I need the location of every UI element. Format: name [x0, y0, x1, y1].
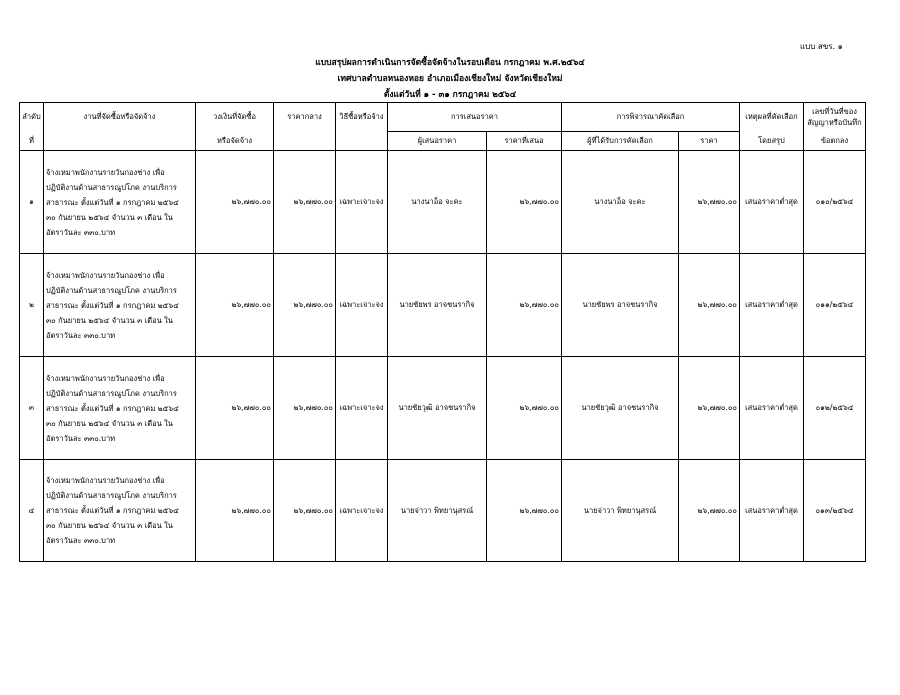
description-line: อัตราวันละ ๓๓๐.บาท — [46, 227, 116, 237]
row-contract: ๐๑๐/๒๕๖๔ — [804, 151, 866, 254]
row-reason: เสนอราคาต่ำสุด — [740, 357, 804, 460]
table-row — [20, 254, 866, 357]
row-select-name: นางนาอ็อ จะคะ — [562, 151, 679, 254]
row-method: เฉพาะเจาะจง — [336, 357, 388, 460]
row-budget: ๒๖,๗๗๐.๐๐ — [196, 254, 274, 357]
row-offer-price: ๒๖,๗๗๐.๐๐ — [487, 254, 562, 357]
header-median-bottom — [274, 132, 336, 151]
row-select-name: นายจ่าวา พิทยานุสรณ์ — [562, 460, 679, 562]
header-median: ราคากลาง — [274, 103, 336, 132]
row-offer-name: นายจ่าวา พิทยานุสรณ์ — [388, 460, 487, 562]
row-budget: ๒๖,๗๗๐.๐๐ — [196, 460, 274, 562]
header-contract-bottom: ข้อตกลง — [804, 132, 866, 151]
table-row — [20, 151, 866, 254]
header-select: การพิจารณาคัดเลือก — [562, 103, 740, 132]
description-line: จ้างเหมาพนักงานรายวันกองช่าง เพื่อ — [46, 167, 165, 177]
header-budget-bottom: หรือจัดจ้าง — [196, 132, 274, 151]
header-reason: เหตุผลที่คัดเลือก — [740, 103, 804, 132]
row-offer-name: นายชัยพร อาจชนรากิจ — [388, 254, 487, 357]
table-row — [20, 460, 866, 562]
row-select-name: นายชัยวุฒิ อาจชนรากิจ — [562, 357, 679, 460]
row-select-price: ๒๖,๗๗๐.๐๐ — [679, 151, 740, 254]
header-contract — [804, 103, 866, 132]
row-contract: ๐๑๒/๒๕๖๔ — [804, 357, 866, 460]
description-line: อัตราวันละ ๓๓๐.บาท — [46, 433, 116, 443]
form-code: แบบ สขร. ๑ — [800, 42, 843, 51]
row-no: ๓ — [20, 357, 44, 460]
description-line: ปฏิบัติงานด้านสาธารณูปโภค งานบริการ — [46, 182, 177, 192]
description-line: ปฏิบัติงานด้านสาธารณูปโภค งานบริการ — [46, 491, 177, 500]
procurement-table — [19, 102, 866, 562]
row-median-price: ๒๖,๗๗๐.๐๐ — [274, 357, 336, 460]
header-budget: วงเงินที่จัดซื้อ — [196, 103, 274, 132]
row-median-price: ๒๖,๗๗๐.๐๐ — [274, 151, 336, 254]
header-no: ลำดับ — [20, 103, 44, 132]
row-no: ๔ — [20, 460, 44, 562]
row-select-price: ๒๖,๗๗๐.๐๐ — [679, 460, 740, 562]
header-reason-bottom: โดยสรุป — [740, 132, 804, 151]
row-offer-price: ๒๖,๗๗๐.๐๐ — [487, 460, 562, 562]
description-line: อัตราวันละ ๓๓๐.บาท — [46, 536, 116, 545]
row-method: เฉพาะเจาะจง — [336, 151, 388, 254]
header-work: งานที่จัดซื้อหรือจัดจ้าง — [44, 103, 196, 132]
row-contract: ๐๑๓/๒๕๖๔ — [804, 460, 866, 562]
row-offer-name: นายชัยวุฒิ อาจชนรากิจ — [388, 357, 487, 460]
description-line: สาธารณะ ตั้งแต่วันที่ ๑ กรกฎาคม ๒๕๖๔ — [46, 197, 179, 207]
row-median-price: ๒๖,๗๗๐.๐๐ — [274, 254, 336, 357]
description-line: สาธารณะ ตั้งแต่วันที่ ๑ กรกฎาคม ๒๕๖๔ — [46, 506, 179, 515]
header-offer-price: ราคาที่เสนอ — [487, 132, 562, 151]
row-contract: ๐๑๑/๒๕๖๔ — [804, 254, 866, 357]
row-description — [44, 460, 196, 562]
row-offer-name: นางนาอ็อ จะคะ — [388, 151, 487, 254]
document-header — [0, 55, 900, 103]
table-row — [20, 357, 866, 460]
description-line: จ้างเหมาพนักงานรายวันกองช่าง เพื่อ — [46, 373, 165, 383]
description-line: ๓๐ กันยายน ๒๕๖๔ จำนวน ๓ เดือน ใน — [46, 315, 173, 325]
document-title: แบบสรุปผลการดำเนินการจัดซื้อจัดจ้างในรอบเดือน กรกฎาคม พ.ศ.๒๕๖๔ — [315, 58, 585, 68]
row-budget: ๒๖,๗๗๐.๐๐ — [196, 151, 274, 254]
description-line: ๓๐ กันยายน ๒๕๖๔ จำนวน ๓ เดือน ใน — [46, 521, 173, 530]
description-line: จ้างเหมาพนักงานรายวันกองช่าง เพื่อ — [46, 270, 165, 280]
description-line: สาธารณะ ตั้งแต่วันที่ ๑ กรกฎาคม ๒๕๖๔ — [46, 300, 179, 310]
row-offer-price: ๒๖,๗๗๐.๐๐ — [487, 357, 562, 460]
header-work-bottom — [44, 132, 196, 151]
row-method: เฉพาะเจาะจง — [336, 254, 388, 357]
row-no: ๑ — [20, 151, 44, 254]
row-no: ๒ — [20, 254, 44, 357]
row-select-price: ๒๖,๗๗๐.๐๐ — [679, 357, 740, 460]
description-line: อัตราวันละ ๓๓๐.บาท — [46, 330, 116, 340]
document-period: ตั้งแต่วันที่ ๑ - ๓๑ กรกฎาคม ๒๕๖๔ — [383, 90, 517, 100]
header-method-bottom — [336, 132, 388, 151]
header-select-name: ผู้ที่ได้รับการคัดเลือก — [562, 132, 679, 151]
header-offer-name: ผู้เสนอราคา — [388, 132, 487, 151]
description-line: ปฏิบัติงานด้านสาธารณูปโภค งานบริการ — [46, 388, 177, 398]
header-select-price: ราคา — [679, 132, 740, 151]
row-description — [44, 254, 196, 357]
header-no-bottom: ที่ — [20, 132, 44, 151]
row-reason: เสนอราคาต่ำสุด — [740, 151, 804, 254]
row-median-price: ๒๖,๗๗๐.๐๐ — [274, 460, 336, 562]
description-line: จ้างเหมาพนักงานรายวันกองช่าง เพื่อ — [46, 476, 165, 485]
row-select-price: ๒๖,๗๗๐.๐๐ — [679, 254, 740, 357]
row-budget: ๒๖,๗๗๐.๐๐ — [196, 357, 274, 460]
description-line: ปฏิบัติงานด้านสาธารณูปโภค งานบริการ — [46, 285, 177, 295]
row-method: เฉพาะเจาะจง — [336, 460, 388, 562]
header-contract-line1: เลขที่วันที่ของ — [812, 107, 857, 117]
document-organization: เทศบาลตำบลหนองหอย อำเภอเมืองเชียงใหม่ จังหวัดเชียงใหม่ — [337, 74, 563, 84]
description-line: ๓๐ กันยายน ๒๕๖๔ จำนวน ๓ เดือน ใน — [46, 418, 173, 428]
description-line: ๓๐ กันยายน ๒๕๖๔ จำนวน ๓ เดือน ใน — [46, 212, 173, 222]
header-offer: การเสนอราคา — [388, 103, 562, 132]
description-line: สาธารณะ ตั้งแต่วันที่ ๑ กรกฎาคม ๒๕๖๔ — [46, 403, 179, 413]
row-description — [44, 357, 196, 460]
row-description — [44, 151, 196, 254]
header-contract-line2: สัญญาหรือบันทึก — [807, 118, 862, 128]
row-reason: เสนอราคาต่ำสุด — [740, 254, 804, 357]
row-offer-price: ๒๖,๗๗๐.๐๐ — [487, 151, 562, 254]
row-select-name: นายชัยพร อาจชนรากิจ — [562, 254, 679, 357]
header-method: วิธีซื้อหรือจ้าง — [336, 103, 388, 132]
row-reason: เสนอราคาต่ำสุด — [740, 460, 804, 562]
